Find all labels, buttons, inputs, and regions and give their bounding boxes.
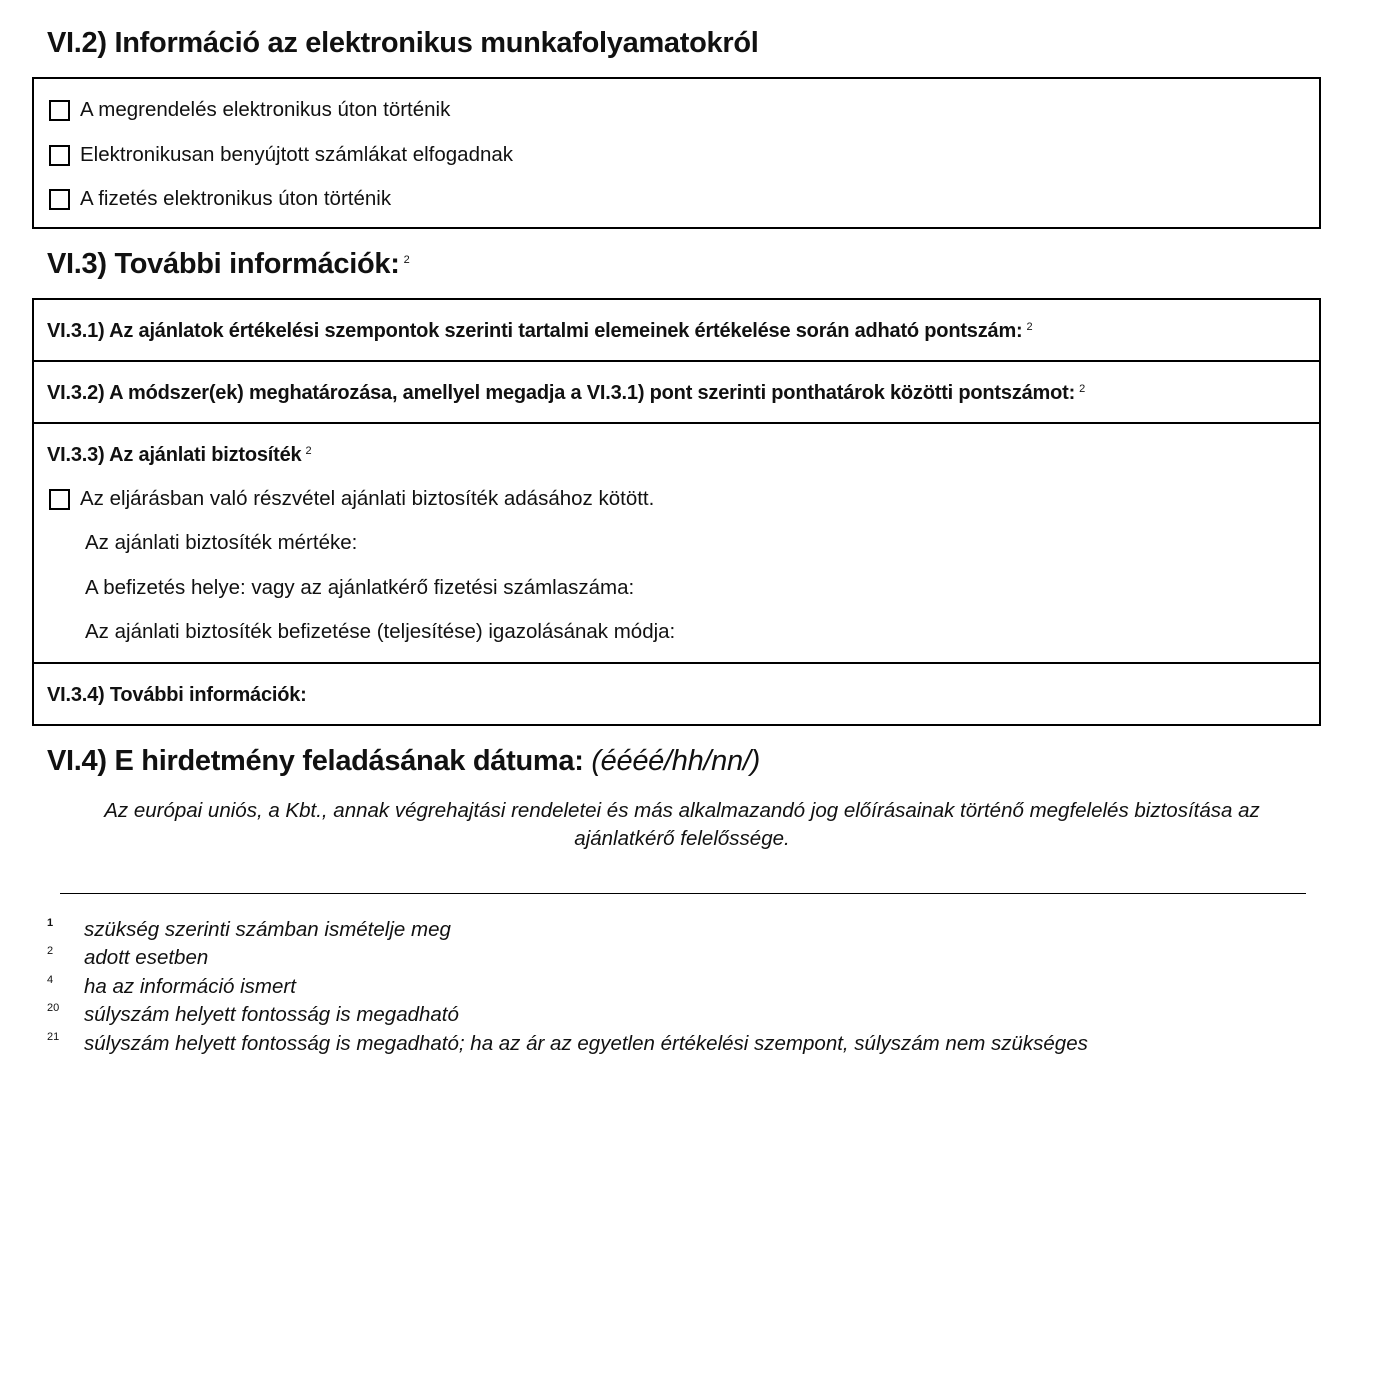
checkbox-row-electronic-invoice[interactable] [49,142,513,168]
section-vi34 [34,664,1319,724]
footnote-text: súlyszám helyett fontosság is megadható; ha az ár az egyetlen értékelési szempont, súlyszám nem szükséges [84,1032,1088,1055]
footnote-number: 2 [47,945,54,957]
section-vi32-label-row [47,380,1085,406]
checkbox-bid-bond[interactable] [49,489,70,510]
section-vi33-label-row [47,442,311,468]
section-vi31-label-row [47,318,1032,344]
electronic-workflow-box [32,77,1321,229]
footnote-number: 21 [47,1031,60,1043]
section-vi33-label: VI.3.3) Az ajánlati biztosíték [47,444,302,466]
footnote-number: 4 [47,974,54,986]
section-vi34-label: VI.3.4) További információk: [47,684,307,706]
section-vi31-label: VI.3.1) Az ajánlatok értékelési szempontok szerinti tartalmi elemeinek értékelése során adható pontszám: [47,320,1023,342]
bid-bond-payment-place-label: A befizetés helye: vagy az ajánlatkérő fizetési számlaszáma: [85,576,635,599]
footnote-text: szükség szerinti számban ismételje meg [84,918,451,941]
footnote-text: ha az információ ismert [84,975,296,998]
checkbox-label-electronic-invoice: Elektronikusan benyújtott számlákat elfogadnak [80,143,514,166]
section-vi4-title [47,744,760,778]
footnote-ref: 2 [1026,321,1033,333]
checkbox-row-electronic-payment[interactable] [49,186,391,212]
checkbox-row-bid-bond[interactable] [49,486,654,512]
section-vi32-label: VI.3.2) A módszer(ek) meghatározása, amellyel megadja a VI.3.1) pont szerinti ponthatárok közötti pontszámot: [47,382,1076,404]
footnote-text: súlyszám helyett fontosság is megadható [84,1003,459,1026]
footnote-ref: 2 [1079,383,1085,395]
section-vi3-title-text: VI.3) További információk: [47,248,400,280]
footnote-divider [60,893,1306,894]
section-vi31 [34,300,1319,362]
section-vi4-title-text: VI.4) E hirdetmény feladásának dátuma: [47,745,584,777]
footnote-ref: 2 [403,254,410,266]
section-vi2-title [47,26,759,60]
checkbox-label-electronic-order: A megrendelés elektronikus úton történik [80,98,451,121]
checkbox-electronic-order[interactable] [49,100,70,121]
date-format-hint: (éééé/hh/nn/) [591,745,760,777]
section-vi32 [34,362,1319,424]
compliance-notice: Az európai uniós, a Kbt., annak végrehajtási rendeletei és más alkalmazandó jog előírásainak történő megfelelés biztosítása az ajánlatkérő felelőssége. [104,799,1260,850]
checkbox-electronic-invoice[interactable] [49,145,70,166]
checkbox-label-electronic-payment: A fizetés elektronikus úton történik [80,187,392,210]
section-vi3-title [47,247,409,281]
footnote-text: adott esetben [84,946,209,969]
further-info-box [32,298,1321,726]
footnote-number: 20 [47,1002,60,1014]
checkbox-electronic-payment[interactable] [49,189,70,210]
bid-bond-proof-method-label: Az ajánlati biztosíték befizetése (teljesítése) igazolásának módja: [85,620,676,643]
footnote-number: 1 [47,917,54,929]
bid-bond-amount-label: Az ajánlati biztosíték mértéke: [85,531,358,554]
checkbox-row-electronic-order[interactable] [49,97,450,123]
footnote-ref: 2 [305,445,312,457]
section-vi2-title-text: VI.2) Információ az elektronikus munkafolyamatokról [47,27,759,59]
section-vi33 [34,424,1319,664]
checkbox-label-bid-bond: Az eljárásban való részvétel ajánlati biztosíték adásához kötött. [80,487,655,510]
section-vi34-label-row [47,682,307,708]
